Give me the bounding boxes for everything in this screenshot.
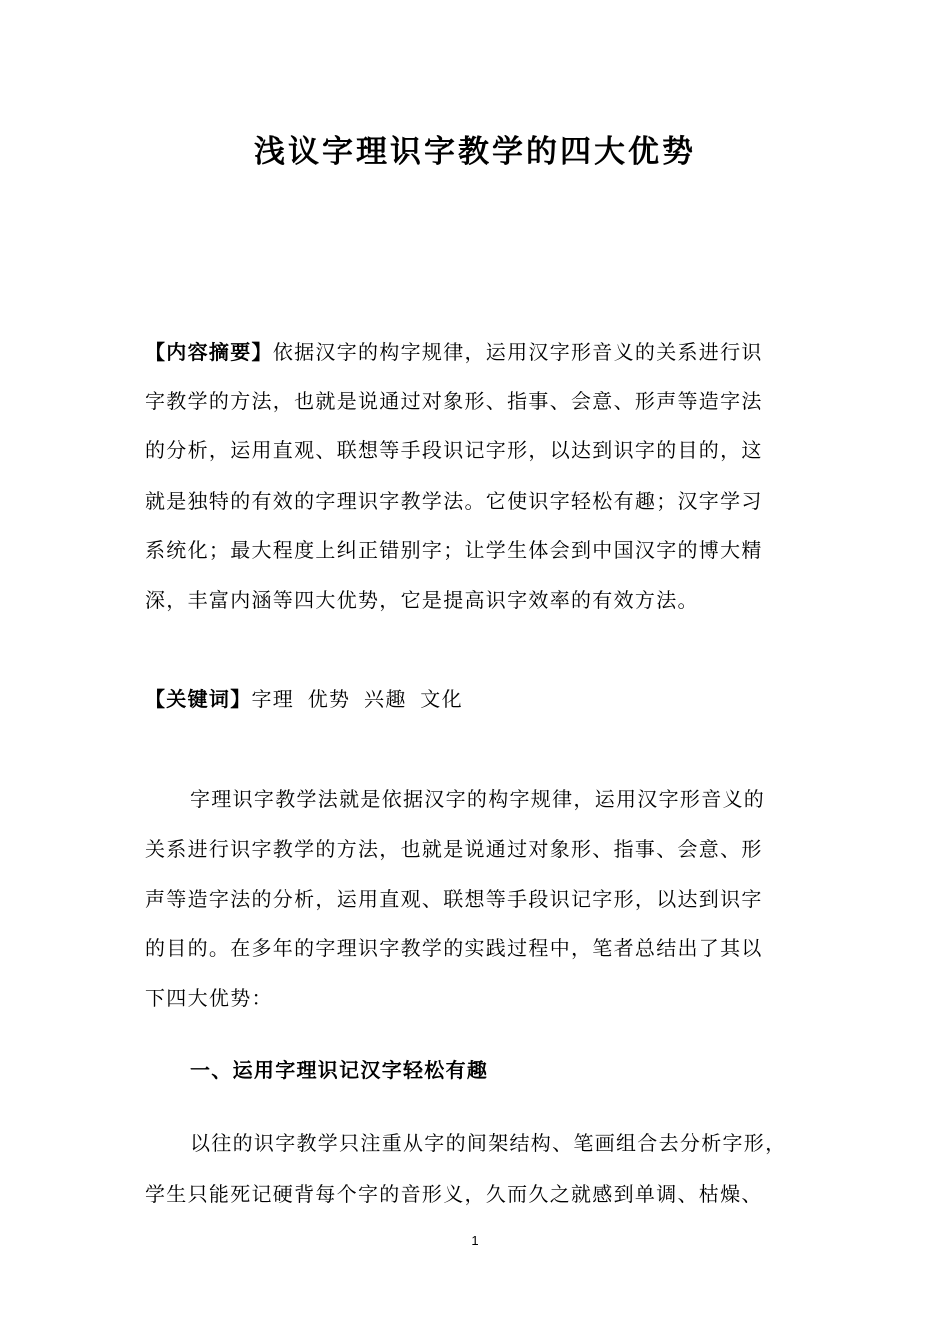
page-number: 1 xyxy=(471,1233,479,1248)
intro-line-4: 的目的。在多年的字理识字教学的实践过程中，笔者总结出了其以 xyxy=(145,936,763,960)
abstract-line-5: 系统化；最大程度上纠正错别字；让学生体会到中国汉字的博大精 xyxy=(145,538,763,562)
keywords-text: 字理 优势 兴趣 文化 xyxy=(251,687,463,711)
abstract-line-6: 深，丰富内涵等四大优势，它是提高识字效率的有效方法。 xyxy=(145,588,699,612)
intro-line-1: 字理识字教学法就是依据汉字的构字规律，运用汉字形音义的 xyxy=(190,787,766,811)
abstract-text-1: 依据汉字的构字规律，运用汉字形音义的关系进行识 xyxy=(272,340,763,364)
document-title: 浅议字理识字教学的四大优势 xyxy=(254,134,696,170)
intro-line-3: 声等造字法的分析，运用直观、联想等手段识记字形，以达到识字 xyxy=(145,887,763,911)
abstract-label: 【内容摘要】 xyxy=(145,340,273,364)
keywords-line xyxy=(145,684,805,714)
keywords-label: 【关键词】 xyxy=(145,687,252,711)
section-1-line-1: 以往的识字教学只注重从字的间架结构、笔画组合去分析字形， xyxy=(190,1131,787,1155)
abstract-line-3: 的分析，运用直观、联想等手段识记字形，以达到识字的目的，这 xyxy=(145,438,763,462)
abstract-line-2: 字教学的方法，也就是说通过对象形、指事、会意、形声等造字法 xyxy=(145,389,763,413)
intro-line-2: 关系进行识字教学的方法，也就是说通过对象形、指事、会意、形 xyxy=(145,837,763,861)
abstract-line-4: 就是独特的有效的字理识字教学法。它使识字轻松有趣；汉字学习 xyxy=(145,489,763,513)
section-1-heading: 一、运用字理识记汉字轻松有趣 xyxy=(190,1058,489,1082)
abstract-line-1 xyxy=(145,337,805,367)
intro-line-5: 下四大优势： xyxy=(145,986,273,1010)
section-1-line-2: 学生只能死记硬背每个字的音形义，久而久之就感到单调、枯燥、 xyxy=(145,1182,763,1206)
